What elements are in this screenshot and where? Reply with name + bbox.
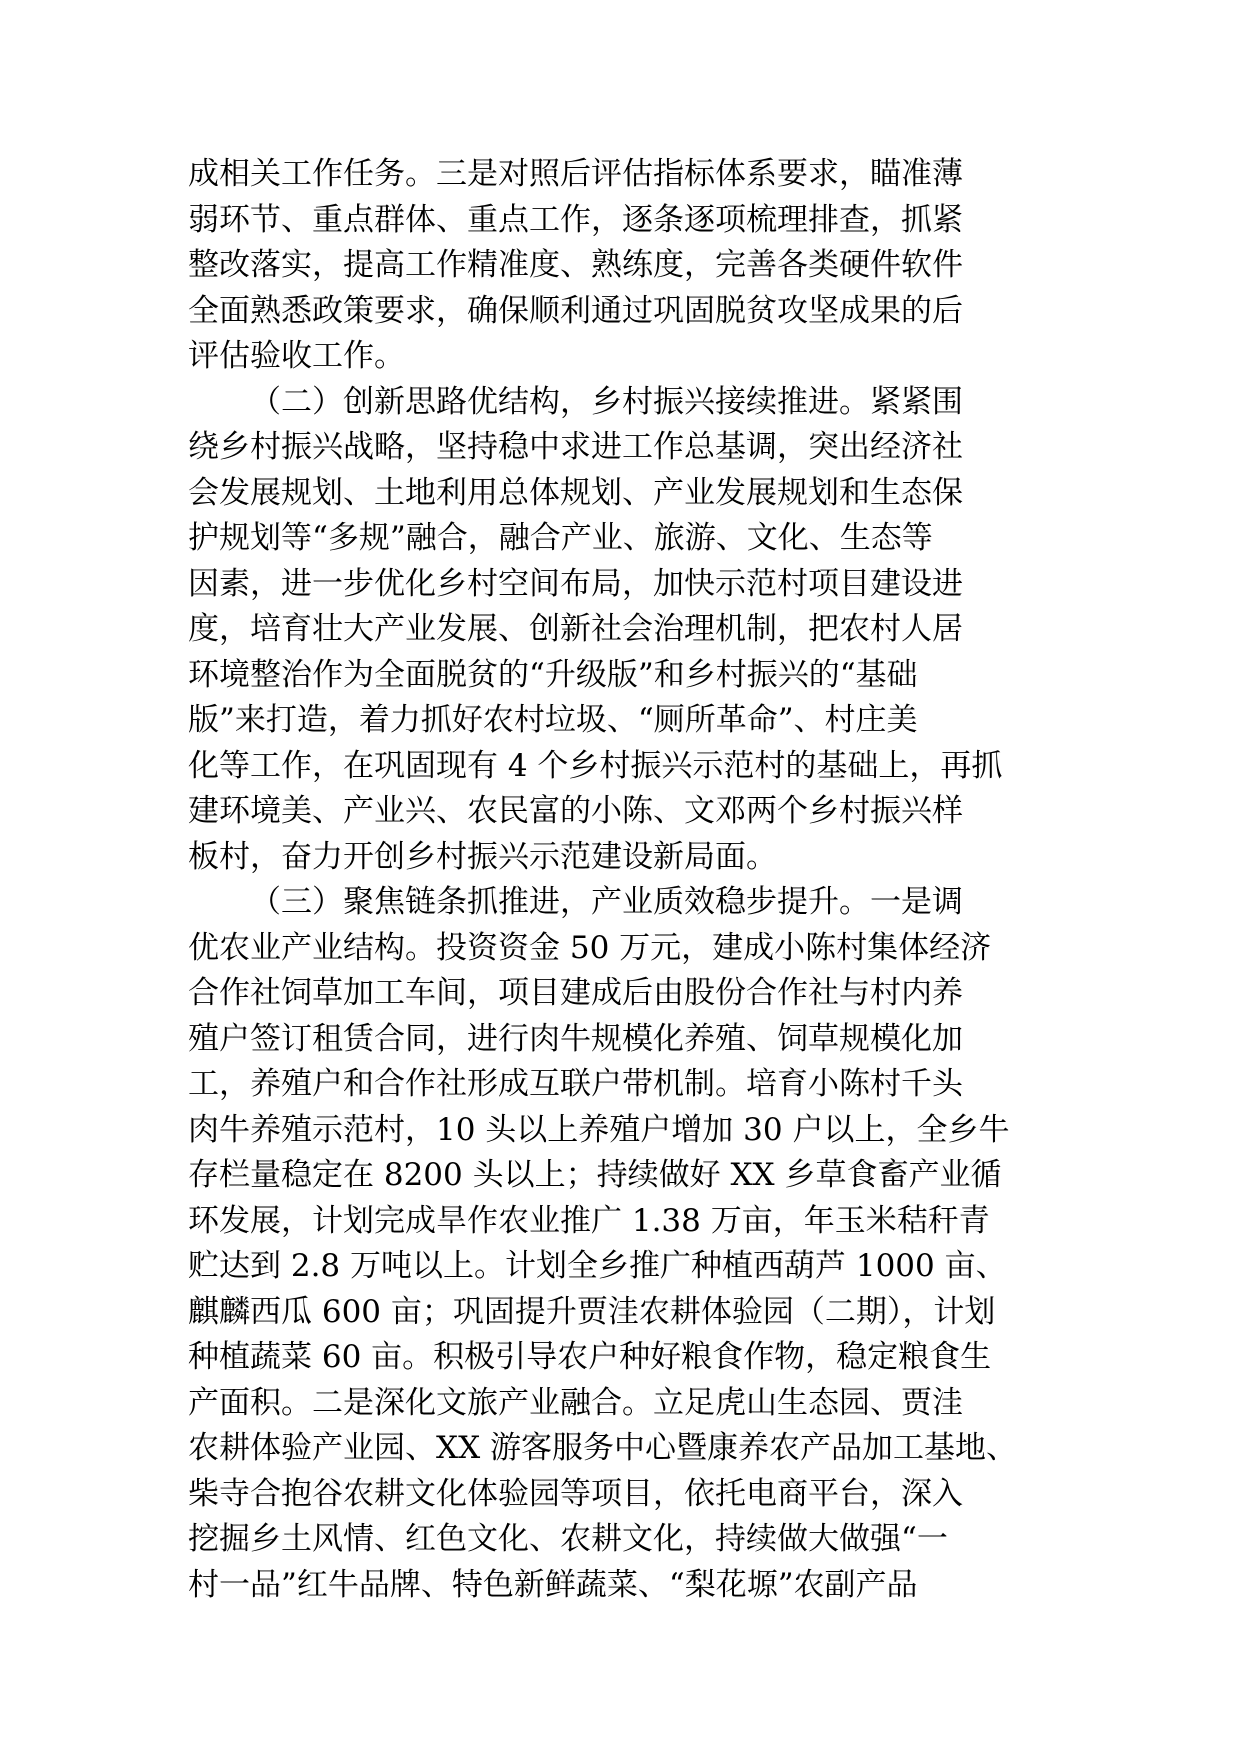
text-line: 贮达到 2.8 万吨以上。计划全乡推广种植西葫芦 1000 亩、 <box>188 1248 1007 1284</box>
text-line: 度，培育壮大产业发展、创新社会治理机制，把农村人居 <box>188 611 963 647</box>
text-line: 农耕体验产业园、XX 游客服务中心暨康养农产品加工基地、 <box>188 1430 1017 1466</box>
paragraph <box>188 380 1058 881</box>
text-line: 全面熟悉政策要求，确保顺利通过巩固脱贫攻坚成果的后 <box>188 292 963 329</box>
text-line: 环发展，计划完成旱作农业推广 1.38 万亩，年玉米秸秆青 <box>188 1202 990 1239</box>
text-line: 工，养殖户和合作社形成互联户带机制。培育小陈村千头 <box>188 1066 963 1102</box>
text-line: 产面积。二是深化文旅产业融合。立足虎山生态园、贾洼 <box>188 1384 963 1421</box>
text-line: 版”来打造，着力抓好农村垃圾、“厕所革命”、村庄美 <box>188 702 918 738</box>
text-line: 合作社饲草加工车间，项目建成后由股份合作社与村内养 <box>188 975 963 1011</box>
text-line: （二）创新思路优结构，乡村振兴接续推进。紧紧围 <box>250 383 963 420</box>
text-line: 挖掘乡土风情、红色文化、农耕文化，持续做大做强“一 <box>188 1521 948 1557</box>
text-line: 弱环节、重点群体、重点工作，逐条逐项梳理排查，抓紧 <box>188 201 963 238</box>
document-body <box>188 152 1058 1608</box>
text-line: 存栏量稳定在 8200 头以上；持续做好 XX 乡草食畜产业循 <box>188 1157 1002 1193</box>
text-line: 柴寺合抱谷农耕文化体验园等项目，依托电商平台，深入 <box>188 1475 963 1512</box>
text-line: 化等工作，在巩固现有 4 个乡村振兴示范村的基础上，再抓 <box>188 747 1003 784</box>
text-line: 成相关工作任务。三是对照后评估指标体系要求，瞄准薄 <box>188 156 963 192</box>
text-line: 麒麟西瓜 600 亩；巩固提升贾洼农耕体验园（二期），计划 <box>188 1293 996 1330</box>
text-line: 殖户签订租赁合同，进行肉牛规模化养殖、饲草规模化加 <box>188 1020 963 1057</box>
text-line: 绕乡村振兴战略，坚持稳中求进工作总基调，突出经济社 <box>188 429 963 465</box>
text-line: 环境整治作为全面脱贫的“升级版”和乡村振兴的“基础 <box>188 656 918 693</box>
text-line: 整改落实，提高工作精准度、熟练度，完善各类硬件软件 <box>188 247 963 283</box>
text-line: （三）聚焦链条抓推进，产业质效稳步提升。一是调 <box>250 884 963 920</box>
text-line: 板村，奋力开创乡村振兴示范建设新局面。 <box>188 838 777 875</box>
text-line: 评估验收工作。 <box>188 338 405 374</box>
text-line: 优农业产业结构。投资资金 50 万元，建成小陈村集体经济 <box>188 929 992 966</box>
text-line: 村一品”红牛品牌、特色新鲜蔬菜、“梨花塬”农副产品 <box>188 1566 918 1603</box>
text-line: 种植蔬菜 60 亩。积极引导农户种好粮食作物，稳定粮食生 <box>188 1339 992 1375</box>
paragraph <box>188 880 1058 1608</box>
text-line: 护规划等“多规”融合，融合产业、旅游、文化、生态等 <box>188 520 933 556</box>
paragraph <box>188 152 1058 380</box>
text-line: 建环境美、产业兴、农民富的小陈、文邓两个乡村振兴样 <box>188 793 963 829</box>
text-line: 因素，进一步优化乡村空间布局，加快示范村项目建设进 <box>188 565 963 602</box>
text-line: 肉牛养殖示范村，10 头以上养殖户增加 30 户以上，全乡牛 <box>188 1111 1010 1148</box>
text-line: 会发展规划、土地利用总体规划、产业发展规划和生态保 <box>188 474 963 511</box>
